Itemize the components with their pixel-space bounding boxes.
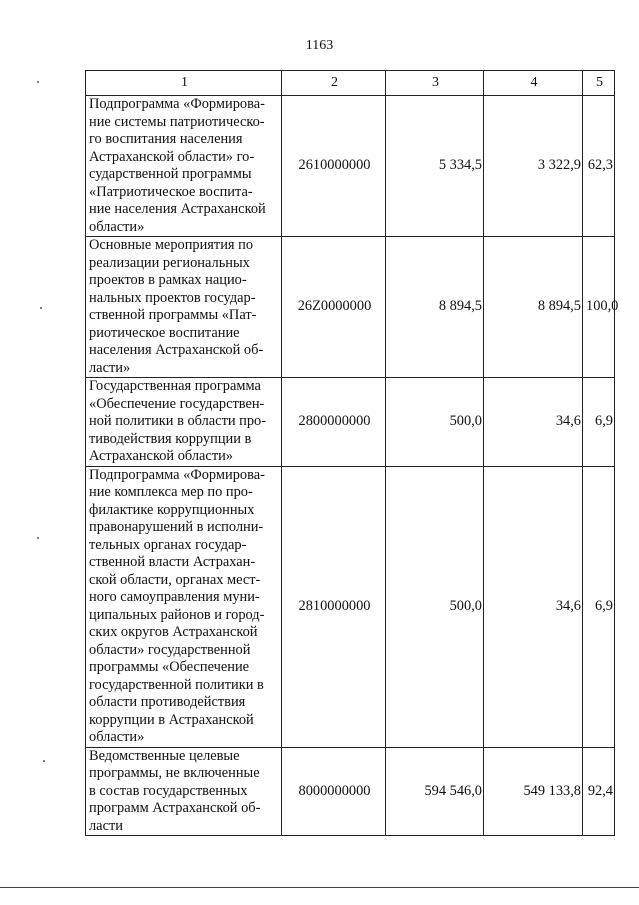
program-name-line: ного самоуправления муни- [89, 589, 260, 605]
program-name-line: ние комплекса мер по про- [89, 484, 253, 500]
planned-amount-cell: 500,0 [386, 466, 484, 747]
program-name-line: проектов в рамках нацио- [89, 272, 247, 288]
program-name-line: Подпрограмма «Формирова- [89, 466, 265, 483]
program-name-line: программы, не включенные [89, 765, 260, 781]
program-name-cell [86, 237, 282, 378]
program-name-line: риотическое воспитание [89, 324, 240, 341]
program-name-line: области» [89, 729, 145, 745]
program-name-line: Подпрограмма «Формирова- [89, 96, 265, 112]
margin-dot [43, 760, 45, 762]
planned-amount-cell: 5 334,5 [386, 96, 484, 237]
program-name-line: филактике коррупционных [89, 501, 255, 518]
program-name-line: области» государственной [89, 641, 251, 658]
executed-amount-cell: 3 322,9 [484, 96, 583, 237]
target-code-cell: 2800000000 [282, 378, 386, 467]
table-header-row [86, 71, 615, 96]
program-name-line: программ Астраханской об- [89, 800, 261, 816]
execution-percent-cell: 6,9 [583, 378, 615, 467]
header-col-1: 1 [86, 71, 282, 96]
program-name-line: тиводействия коррупции в [89, 430, 252, 447]
program-name-line: коррупции в Астраханской [89, 711, 254, 728]
target-code-cell: 8000000000 [282, 747, 386, 836]
program-name-line: «Патриотическое воспита- [89, 183, 253, 200]
margin-dot [40, 307, 42, 309]
target-code-cell: 2810000000 [282, 466, 386, 747]
executed-amount-cell: 34,6 [484, 466, 583, 747]
table-row [86, 96, 615, 237]
program-name-line: Ведомственные целевые [89, 747, 240, 764]
program-name-line: ципальных районов и город- [89, 606, 265, 623]
program-name-line: ственной программы «Пат- [89, 307, 257, 323]
program-name-line: Государственная программа [89, 378, 261, 394]
execution-percent-cell: 62,3 [583, 96, 615, 237]
program-name-line: Основные мероприятия по [89, 237, 254, 253]
program-name-line: ной политики в области про- [89, 413, 267, 429]
program-name-cell [86, 96, 282, 237]
margin-dot [37, 537, 39, 539]
table-row [86, 747, 615, 836]
target-code-cell: 26Z0000000 [282, 237, 386, 378]
program-name-line: ственной власти Астрахан- [89, 554, 256, 570]
budget-table [85, 70, 619, 836]
execution-percent-cell: 92,4 [583, 747, 615, 836]
program-name-line: ских округов Астраханской [89, 624, 258, 640]
target-code-cell: 2610000000 [282, 96, 386, 237]
program-name-line: «Обеспечение государствен- [89, 395, 265, 412]
program-name-line: правонарушений в исполни- [89, 519, 264, 535]
executed-amount-cell: 34,6 [484, 378, 583, 467]
program-name-line: области» [89, 218, 145, 235]
execution-percent-cell: 6,9 [583, 466, 615, 747]
execution-percent-cell: 100,0 [583, 237, 615, 378]
table-row [86, 237, 615, 378]
program-name-cell [86, 378, 282, 467]
planned-amount-cell: 8 894,5 [386, 237, 484, 378]
program-name-cell [86, 466, 282, 747]
table-body [86, 71, 619, 836]
header-col-3: 3 [386, 71, 484, 96]
program-name-line: ние системы патриотическо- [89, 113, 265, 130]
program-name-cell [86, 747, 282, 836]
program-name-line: ласти» [89, 359, 131, 376]
executed-amount-cell: 549 133,8 [484, 747, 583, 836]
program-name-line: Астраханской области» го- [89, 148, 255, 165]
planned-amount-cell: 594 546,0 [386, 747, 484, 836]
program-name-line: государственной политики в [89, 676, 264, 693]
table-row [86, 378, 615, 467]
program-name-line: тельных органах государ- [89, 536, 247, 553]
program-name-line: ской области, органах мест- [89, 571, 261, 588]
header-col-4: 4 [484, 71, 583, 96]
program-name-line: области противодействия [89, 694, 246, 710]
program-name-line: программы «Обеспечение [89, 659, 250, 675]
header-col-2: 2 [282, 71, 386, 96]
margin-dot [37, 81, 39, 83]
program-name-line: ласти [89, 817, 123, 834]
header-col-5: 5 [583, 71, 615, 96]
program-name-line: населения Астраханской об- [89, 342, 264, 358]
bottom-rule [0, 887, 639, 888]
program-name-line: го воспитания населения [89, 131, 243, 147]
program-name-line: реализации региональных [89, 254, 250, 271]
program-name-line: сударственной программы [89, 166, 252, 182]
program-name-line: ние населения Астраханской [89, 201, 266, 217]
program-name-line: Астраханской области» [89, 448, 234, 464]
page-number: 1163 [305, 38, 334, 53]
table-row [86, 466, 615, 747]
program-name-line: в состав государственных [89, 782, 248, 799]
executed-amount-cell: 8 894,5 [484, 237, 583, 378]
planned-amount-cell: 500,0 [386, 378, 484, 467]
program-name-line: нальных проектов государ- [89, 289, 256, 306]
